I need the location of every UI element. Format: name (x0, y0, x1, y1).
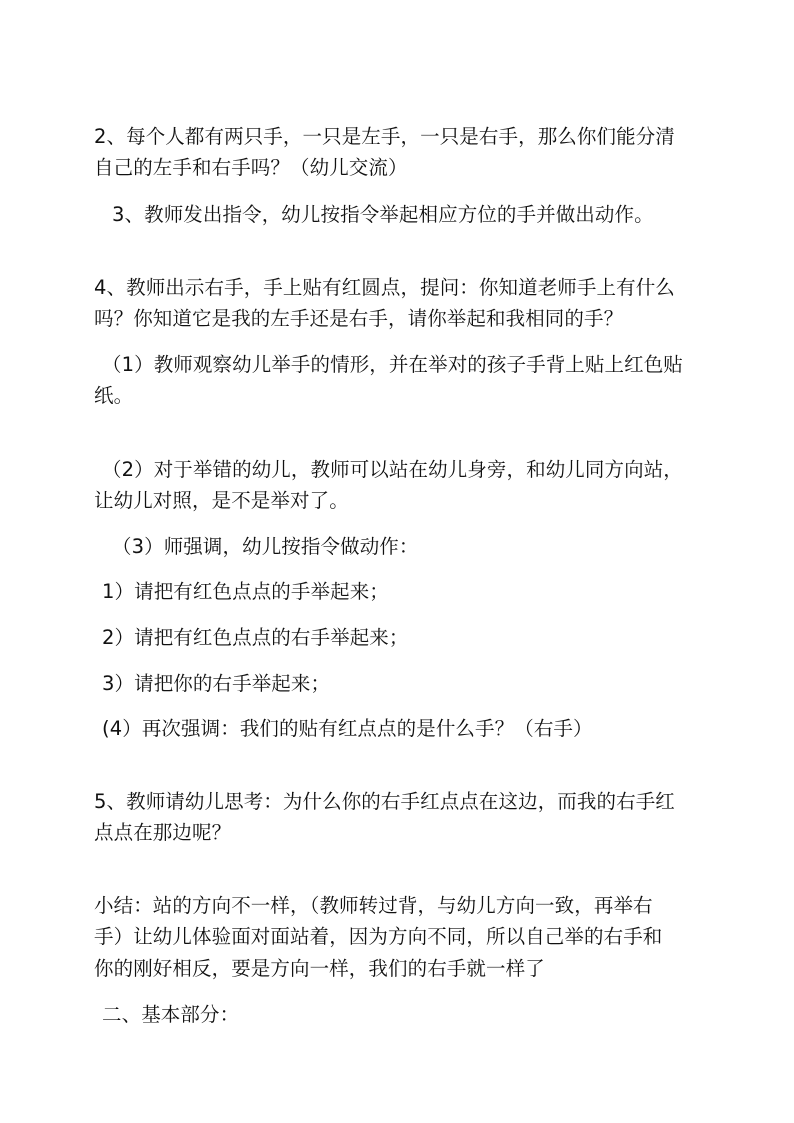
instruction-2: 2）请把有红色点点的右手举起来； (102, 626, 409, 649)
paragraph-5-line-2: 点点在那边呢？ (94, 821, 232, 844)
sub-item-2-line-1: （2）对于举错的幼儿，教师可以站在幼儿身旁，和幼儿同方向站， (102, 458, 683, 481)
instruction-3: 3）请把你的右手举起来； (102, 672, 331, 695)
sub-item-2-line-2: 让幼儿对照，是不是举对了。 (94, 489, 349, 512)
sub-item-1-line-1: （1）教师观察幼儿举手的情形，并在举对的孩子手背上贴上红色贴 (102, 353, 683, 376)
paragraph-5-line-1: 5、教师请幼儿思考：为什么你的右手红点点在这边，而我的右手红 (94, 790, 675, 813)
sub-item-3: （3）师强调，幼儿按指令做动作： (112, 535, 419, 558)
paragraph-3: 3、教师发出指令，幼儿按指令举起相应方位的手并做出动作。 (112, 203, 654, 226)
paragraph-2-line-1: 2、每个人都有两只手，一只是左手，一只是右手，那么你们能分清 (94, 125, 675, 148)
sub-item-1-line-2: 纸。 (94, 384, 134, 407)
summary-line-3: 你的刚好相反，要是方向一样，我们的右手就一样了 (94, 957, 545, 980)
instruction-1: 1）请把有红色点点的手举起来； (102, 580, 389, 603)
summary-line-1: 小结：站的方向不一样，（教师转过背，与幼儿方向一致，再举右 (94, 894, 653, 917)
section-heading-basic-part: 二、基本部分： (102, 1003, 240, 1026)
paragraph-4-line-2: 吗？你知道它是我的左手还是右手，请你举起和我相同的手？ (94, 307, 624, 330)
paragraph-4-line-1: 4、教师出示右手，手上贴有红圆点，提问：你知道老师手上有什么 (94, 276, 675, 299)
paragraph-2-line-2: 自己的左手和右手吗？（幼儿交流） (94, 156, 408, 179)
instruction-4: (4）再次强调：我们的贴有红点点的是什么手？（右手） (102, 717, 593, 740)
summary-line-2: 手）让幼儿体验面对面站着，因为方向不同，所以自己举的右手和 (94, 925, 663, 948)
